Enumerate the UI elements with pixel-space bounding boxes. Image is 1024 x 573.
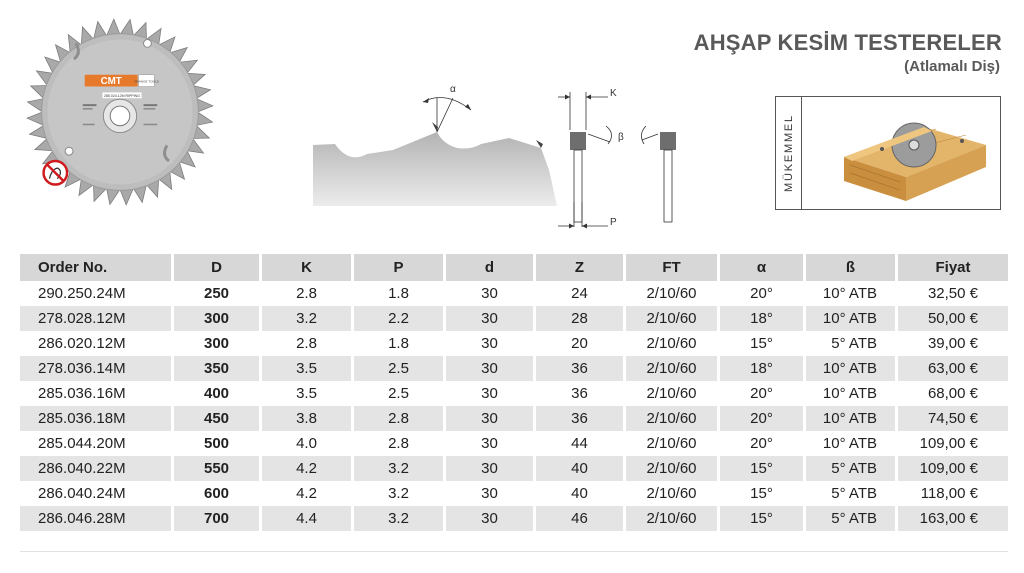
cell-p: 3.2 <box>354 481 446 506</box>
cell-z: 40 <box>536 456 626 481</box>
cell-beta: 5° ATB <box>806 331 898 356</box>
cell-k: 3.8 <box>262 406 354 431</box>
cell-ft: 2/10/60 <box>626 481 720 506</box>
cell-bore: 30 <box>446 506 536 531</box>
cell-alpha: 15° <box>720 331 806 356</box>
cell-bore: 30 <box>446 306 536 331</box>
cell-ft: 2/10/60 <box>626 431 720 456</box>
table-row <box>20 431 1008 456</box>
cell-p: 2.8 <box>354 406 446 431</box>
column-header-order-no: Order No. <box>20 254 174 281</box>
cell-alpha: 15° <box>720 481 806 506</box>
tooth-profile-diagram <box>305 80 565 210</box>
title-block <box>694 30 1002 75</box>
column-header-z: Z <box>536 254 626 281</box>
table-row <box>20 306 1008 331</box>
cell-p: 3.2 <box>354 506 446 531</box>
cell-ft: 2/10/60 <box>626 381 720 406</box>
p-label: P <box>610 217 617 228</box>
cell-bore: 30 <box>446 381 536 406</box>
cell-p: 2.5 <box>354 356 446 381</box>
cell-price: 39,00 € <box>898 331 1008 356</box>
quality-card <box>775 96 1001 210</box>
tooth-thickness-diagram <box>558 82 698 232</box>
cell-alpha: 20° <box>720 431 806 456</box>
column-header-ft: FT <box>626 254 720 281</box>
cell-price: 63,00 € <box>898 356 1008 381</box>
cell-k: 3.5 <box>262 381 354 406</box>
beta-label: β <box>618 132 624 143</box>
table-row <box>20 281 1008 306</box>
cell-z: 44 <box>536 431 626 456</box>
table-row <box>20 456 1008 481</box>
table-row <box>20 481 1008 506</box>
brand-tag-text: ORANGE TOOLS <box>134 79 159 84</box>
cell-k: 2.8 <box>262 281 354 306</box>
cell-price: 50,00 € <box>898 306 1008 331</box>
page-title: AHŞAP KESİM TESTERELER <box>693 30 1002 55</box>
column-header-p: P <box>354 254 446 281</box>
cell-alpha: 20° <box>720 281 806 306</box>
cell-d: 350 <box>174 356 262 381</box>
cell-alpha: 20° <box>720 406 806 431</box>
cell-p: 1.8 <box>354 281 446 306</box>
cell-price: 118,00 € <box>898 481 1008 506</box>
cell-beta: 10° ATB <box>806 281 898 306</box>
cell-d: 500 <box>174 431 262 456</box>
cell-bore: 30 <box>446 431 536 456</box>
cell-order-no: 286.040.22M <box>20 456 174 481</box>
quality-label: MÜKEMMEL <box>782 114 795 192</box>
cell-beta: 5° ATB <box>806 506 898 531</box>
cell-d: 600 <box>174 481 262 506</box>
cell-k: 4.2 <box>262 456 354 481</box>
cell-d: 300 <box>174 331 262 356</box>
cell-k: 4.4 <box>262 506 354 531</box>
cell-d: 250 <box>174 281 262 306</box>
cell-beta: 5° ATB <box>806 456 898 481</box>
spec-table <box>20 254 1008 531</box>
cell-z: 24 <box>536 281 626 306</box>
cell-p: 2.2 <box>354 306 446 331</box>
cell-z: 36 <box>536 356 626 381</box>
bottom-divider <box>20 551 1008 552</box>
cell-beta: 10° ATB <box>806 381 898 406</box>
cell-beta: 10° ATB <box>806 306 898 331</box>
cell-beta: 10° ATB <box>806 406 898 431</box>
cell-alpha: 15° <box>720 506 806 531</box>
cell-bore: 30 <box>446 456 536 481</box>
cell-bore: 30 <box>446 481 536 506</box>
blade-in-wood <box>892 123 936 167</box>
blade-model-text: 285.024.12M RIPPING <box>103 93 140 98</box>
cell-z: 46 <box>536 506 626 531</box>
cell-order-no: 278.028.12M <box>20 306 174 331</box>
cell-order-no: 278.036.14M <box>20 356 174 381</box>
cell-ft: 2/10/60 <box>626 356 720 381</box>
cell-order-no: 285.036.18M <box>20 406 174 431</box>
cell-order-no: 286.046.28M <box>20 506 174 531</box>
page-subtitle: (Atlamalı Diş) <box>904 58 1000 75</box>
cell-k: 3.2 <box>262 306 354 331</box>
cell-beta: 10° ATB <box>806 356 898 381</box>
cell-price: 109,00 € <box>898 456 1008 481</box>
cell-p: 2.5 <box>354 381 446 406</box>
cell-z: 36 <box>536 381 626 406</box>
cell-price: 163,00 € <box>898 506 1008 531</box>
table-row <box>20 356 1008 381</box>
cell-alpha: 18° <box>720 356 806 381</box>
cell-ft: 2/10/60 <box>626 306 720 331</box>
column-header-beta: ß <box>806 254 898 281</box>
table-row <box>20 406 1008 431</box>
cell-d: 300 <box>174 306 262 331</box>
cmt-logo-text: CMT <box>100 76 122 88</box>
cell-p: 3.2 <box>354 456 446 481</box>
cell-k: 4.0 <box>262 431 354 456</box>
cell-k: 2.8 <box>262 331 354 356</box>
table-header-row <box>20 254 1008 281</box>
cell-k: 3.5 <box>262 356 354 381</box>
wood-cut-icon <box>836 105 996 205</box>
cell-p: 1.8 <box>354 331 446 356</box>
cell-alpha: 20° <box>720 381 806 406</box>
column-header-k: K <box>262 254 354 281</box>
cell-z: 36 <box>536 406 626 431</box>
cell-order-no: 286.020.12M <box>20 331 174 356</box>
cell-order-no: 286.040.24M <box>20 481 174 506</box>
cell-ft: 2/10/60 <box>626 281 720 306</box>
cell-ft: 2/10/60 <box>626 331 720 356</box>
k-label: K <box>610 88 617 99</box>
cell-order-no: 290.250.24M <box>20 281 174 306</box>
cell-ft: 2/10/60 <box>626 406 720 431</box>
alpha-label: α <box>450 84 456 95</box>
cell-alpha: 18° <box>720 306 806 331</box>
cell-beta: 10° ATB <box>806 431 898 456</box>
cell-z: 28 <box>536 306 626 331</box>
cell-price: 32,50 € <box>898 281 1008 306</box>
table-row <box>20 506 1008 531</box>
column-header-d: D <box>174 254 262 281</box>
column-header-bore: d <box>446 254 536 281</box>
cell-order-no: 285.036.16M <box>20 381 174 406</box>
cell-z: 20 <box>536 331 626 356</box>
cell-z: 40 <box>536 481 626 506</box>
cell-k: 4.2 <box>262 481 354 506</box>
cell-d: 550 <box>174 456 262 481</box>
cell-price: 68,00 € <box>898 381 1008 406</box>
cell-beta: 5° ATB <box>806 481 898 506</box>
no-hand-feed-icon <box>44 161 68 185</box>
cell-d: 400 <box>174 381 262 406</box>
cell-d: 700 <box>174 506 262 531</box>
quality-label-box <box>776 97 802 209</box>
cell-bore: 30 <box>446 356 536 381</box>
cell-ft: 2/10/60 <box>626 456 720 481</box>
cell-bore: 30 <box>446 406 536 431</box>
cell-ft: 2/10/60 <box>626 506 720 531</box>
column-header-alpha: α <box>720 254 806 281</box>
cell-order-no: 285.044.20M <box>20 431 174 456</box>
cell-p: 2.8 <box>354 431 446 456</box>
saw-blade-image <box>22 14 218 210</box>
cell-alpha: 15° <box>720 456 806 481</box>
table-row <box>20 381 1008 406</box>
cell-bore: 30 <box>446 281 536 306</box>
column-header-price: Fiyat <box>898 254 1008 281</box>
cell-price: 74,50 € <box>898 406 1008 431</box>
table-body <box>20 281 1008 531</box>
table-row <box>20 331 1008 356</box>
cell-price: 109,00 € <box>898 431 1008 456</box>
cell-d: 450 <box>174 406 262 431</box>
cell-bore: 30 <box>446 331 536 356</box>
